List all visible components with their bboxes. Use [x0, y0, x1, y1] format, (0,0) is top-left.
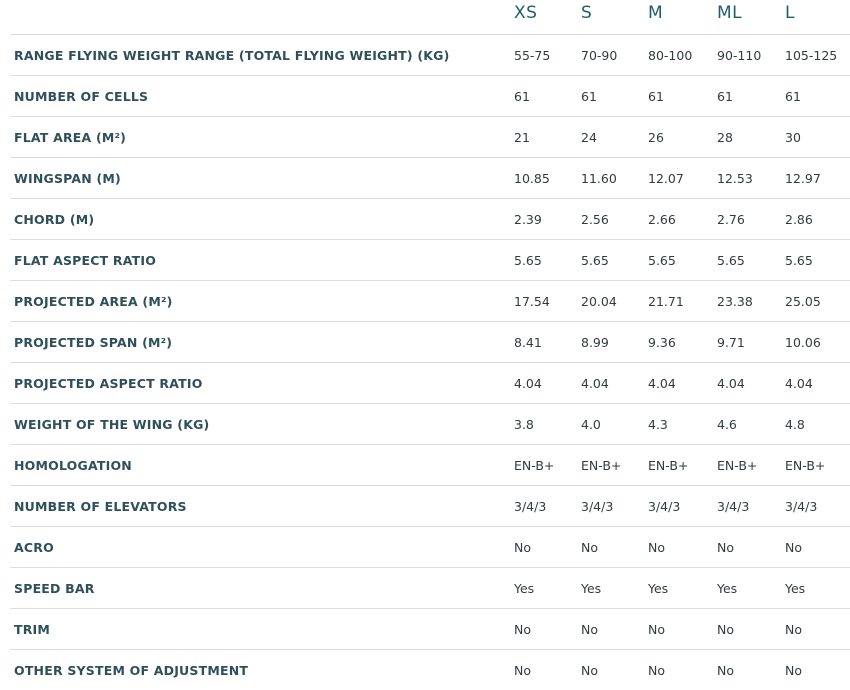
spec-value-ml: No — [717, 621, 734, 637]
spec-value-m: Yes — [648, 580, 669, 596]
spec-value-m: 26 — [648, 129, 664, 145]
spec-value-l: 105-125 — [785, 47, 838, 63]
spec-value-l: EN-B+ — [785, 457, 826, 473]
size-header-row — [10, 0, 850, 35]
spec-value-s: No — [581, 621, 598, 637]
spec-value-l: 25.05 — [785, 293, 821, 309]
spec-value-m: 2.66 — [648, 211, 676, 227]
spec-value-s: 24 — [581, 129, 597, 145]
spec-value-m: 3/4/3 — [648, 498, 681, 514]
spec-value-m: No — [648, 621, 665, 637]
spec-value-ml: 12.53 — [717, 170, 753, 186]
spec-label: OTHER SYSTEM OF ADJUSTMENT — [14, 662, 249, 678]
table-row — [10, 568, 850, 609]
table-row — [10, 445, 850, 486]
spec-value-m: 80-100 — [648, 47, 693, 63]
spec-value-ml: No — [717, 539, 734, 555]
size-header-m: M — [648, 3, 664, 23]
table-row — [10, 158, 850, 199]
spec-value-m: No — [648, 539, 665, 555]
spec-value-xs: 21 — [514, 129, 530, 145]
spec-value-m: 9.36 — [648, 334, 676, 350]
table-row — [10, 322, 850, 363]
spec-label: PROJECTED AREA (M²) — [14, 293, 173, 309]
spec-value-ml: 90-110 — [717, 47, 762, 63]
spec-value-ml: No — [717, 662, 734, 678]
spec-value-ml: 5.65 — [717, 252, 745, 268]
spec-value-s: 5.65 — [581, 252, 609, 268]
spec-value-s: No — [581, 539, 598, 555]
spec-value-xs: No — [514, 621, 531, 637]
spec-value-m: 4.04 — [648, 375, 676, 391]
spec-label: NUMBER OF ELEVATORS — [14, 498, 187, 514]
spec-value-l: No — [785, 662, 802, 678]
table-row — [10, 35, 850, 76]
spec-value-m: No — [648, 662, 665, 678]
spec-value-m: EN-B+ — [648, 457, 689, 473]
table-row — [10, 650, 850, 690]
spec-label: ACRO — [14, 539, 54, 555]
spec-value-ml: EN-B+ — [717, 457, 758, 473]
spec-rows — [0, 35, 850, 690]
spec-label: SPEED BAR — [14, 580, 95, 596]
table-row — [10, 199, 850, 240]
spec-value-l: 30 — [785, 129, 801, 145]
spec-value-xs: 55-75 — [514, 47, 551, 63]
spec-value-m: 5.65 — [648, 252, 676, 268]
spec-label: PROJECTED SPAN (M²) — [14, 334, 173, 350]
spec-label: FLAT AREA (M²) — [14, 129, 127, 145]
spec-label: NUMBER OF CELLS — [14, 88, 149, 104]
spec-value-s: 4.04 — [581, 375, 609, 391]
spec-value-xs: 10.85 — [514, 170, 550, 186]
spec-value-ml: 23.38 — [717, 293, 753, 309]
spec-value-ml: 4.04 — [717, 375, 745, 391]
spec-value-l: Yes — [785, 580, 806, 596]
size-header-xs: XS — [514, 3, 538, 23]
spec-value-m: 4.3 — [648, 416, 668, 432]
table-row — [10, 486, 850, 527]
spec-value-xs: 61 — [514, 88, 530, 104]
spec-value-s: 4.0 — [581, 416, 601, 432]
size-header-l: L — [785, 3, 795, 23]
spec-value-s: 11.60 — [581, 170, 617, 186]
spec-value-s: 2.56 — [581, 211, 609, 227]
spec-value-l: 10.06 — [785, 334, 821, 350]
spec-label: RANGE FLYING WEIGHT RANGE (TOTAL FLYING WEIGHT) (KG) — [14, 47, 450, 63]
spec-label: FLAT ASPECT RATIO — [14, 252, 157, 268]
spec-value-xs: 8.41 — [514, 334, 542, 350]
spec-value-xs: Yes — [514, 580, 535, 596]
spec-value-m: 61 — [648, 88, 664, 104]
spec-value-l: 12.97 — [785, 170, 821, 186]
spec-value-s: No — [581, 662, 598, 678]
size-header-ml: ML — [717, 3, 743, 23]
spec-value-l: 4.04 — [785, 375, 813, 391]
spec-label: WEIGHT OF THE WING (KG) — [14, 416, 210, 432]
spec-value-xs: 3/4/3 — [514, 498, 547, 514]
table-row — [10, 240, 850, 281]
spec-value-l: 2.86 — [785, 211, 813, 227]
spec-label: PROJECTED ASPECT RATIO — [14, 375, 203, 391]
spec-value-m: 21.71 — [648, 293, 684, 309]
spec-value-l: 61 — [785, 88, 801, 104]
spec-value-l: No — [785, 621, 802, 637]
spec-value-s: 61 — [581, 88, 597, 104]
table-row — [10, 609, 850, 650]
spec-value-l: 4.8 — [785, 416, 805, 432]
spec-value-xs: 2.39 — [514, 211, 542, 227]
spec-label: CHORD (M) — [14, 211, 95, 227]
spec-value-xs: 3.8 — [514, 416, 534, 432]
spec-value-ml: 9.71 — [717, 334, 745, 350]
spec-value-ml: 4.6 — [717, 416, 737, 432]
table-row — [10, 363, 850, 404]
spec-value-ml: 2.76 — [717, 211, 745, 227]
spec-label: HOMOLOGATION — [14, 457, 132, 473]
spec-value-s: 20.04 — [581, 293, 617, 309]
spec-value-ml: 28 — [717, 129, 733, 145]
spec-value-s: EN-B+ — [581, 457, 622, 473]
spec-value-xs: 5.65 — [514, 252, 542, 268]
spec-value-xs: No — [514, 539, 531, 555]
spec-value-l: No — [785, 539, 802, 555]
table-row — [10, 281, 850, 322]
spec-value-xs: EN-B+ — [514, 457, 555, 473]
spec-value-xs: No — [514, 662, 531, 678]
spec-value-xs: 4.04 — [514, 375, 542, 391]
spec-value-ml: 61 — [717, 88, 733, 104]
spec-value-xs: 17.54 — [514, 293, 550, 309]
table-row — [10, 404, 850, 445]
spec-value-s: 3/4/3 — [581, 498, 614, 514]
table-row — [10, 76, 850, 117]
table-row — [10, 527, 850, 568]
table-row — [10, 117, 850, 158]
spec-value-s: 8.99 — [581, 334, 609, 350]
spec-value-s: Yes — [581, 580, 602, 596]
spec-value-l: 3/4/3 — [785, 498, 818, 514]
spec-value-m: 12.07 — [648, 170, 684, 186]
spec-label: TRIM — [14, 621, 51, 637]
spec-label: WINGSPAN (M) — [14, 170, 121, 186]
spec-value-ml: 3/4/3 — [717, 498, 750, 514]
spec-value-l: 5.65 — [785, 252, 813, 268]
spec-value-s: 70-90 — [581, 47, 618, 63]
spec-value-ml: Yes — [717, 580, 738, 596]
size-header-s: S — [581, 3, 593, 23]
